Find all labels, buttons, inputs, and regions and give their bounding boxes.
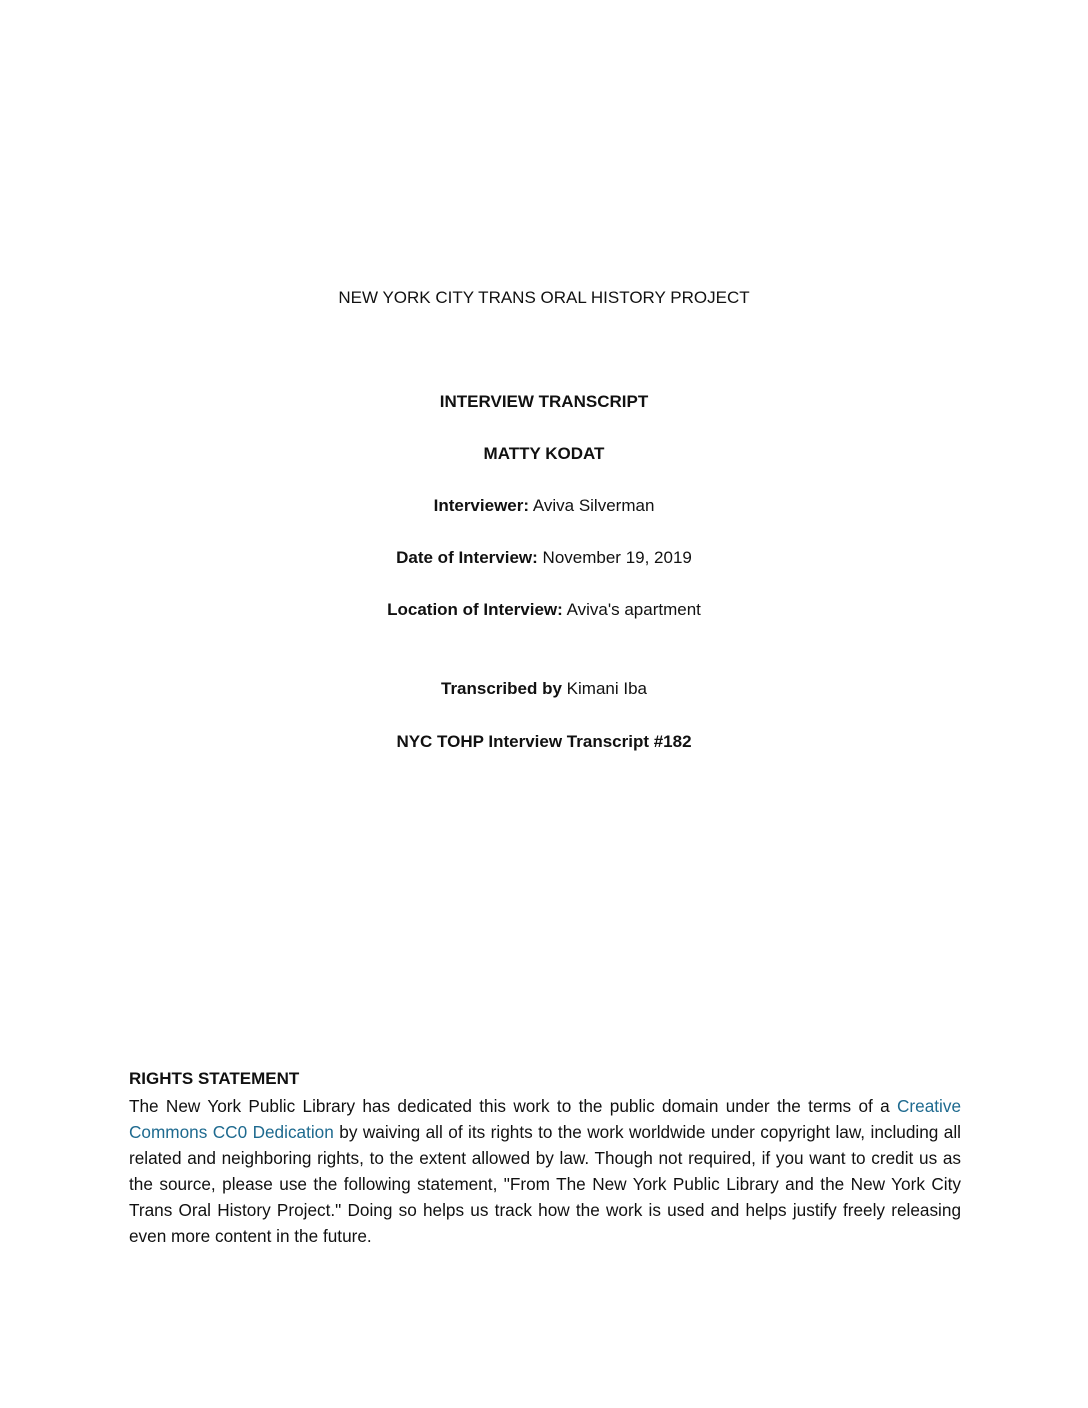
interviewer-value: Aviva Silverman: [532, 496, 655, 515]
rights-statement: [129, 1068, 961, 1249]
interview-location-line: [0, 599, 1088, 621]
rights-text-after-link: by waiving all of its rights to the work worldwide under copyright law, including all related and neighboring rights, to the extent allowed by law. Though not required, if you want to credit us as the source, please use the following statement, "From The New York Public Library and the New York City Trans Oral History Project." Doing so helps us track how the work is used and helps justify freely releasing even more content in the future.: [129, 1122, 961, 1246]
interview-date-value: November 19, 2019: [542, 548, 692, 567]
interview-location-label: Location of Interview:: [387, 600, 563, 619]
project-title: NEW YORK CITY TRANS ORAL HISTORY PROJECT: [338, 288, 750, 307]
interviewer-label: Interviewer:: [433, 496, 530, 515]
document-type-heading: INTERVIEW TRANSCRIPT: [439, 392, 649, 411]
creative-commons-link[interactable]: Creative Commons CC0 Dedication: [129, 1096, 961, 1142]
rights-heading: RIGHTS STATEMENT: [129, 1069, 300, 1088]
interviewer-line: [0, 495, 1088, 517]
transcriber-line: [0, 678, 1088, 700]
transcriber-value: Kimani Iba: [566, 679, 647, 698]
interview-date-line: [0, 547, 1088, 569]
interview-location-value: Aviva's apartment: [566, 600, 701, 619]
rights-body: [129, 1093, 961, 1249]
transcript-number: NYC TOHP Interview Transcript #182: [396, 732, 692, 751]
interview-date-label: Date of Interview:: [396, 548, 538, 567]
narrator-name: MATTY KODAT: [483, 444, 605, 463]
transcriber-label: Transcribed by: [441, 679, 562, 698]
rights-text-before-link: The New York Public Library has dedicated this work to the public domain under the terms of a: [129, 1096, 890, 1116]
